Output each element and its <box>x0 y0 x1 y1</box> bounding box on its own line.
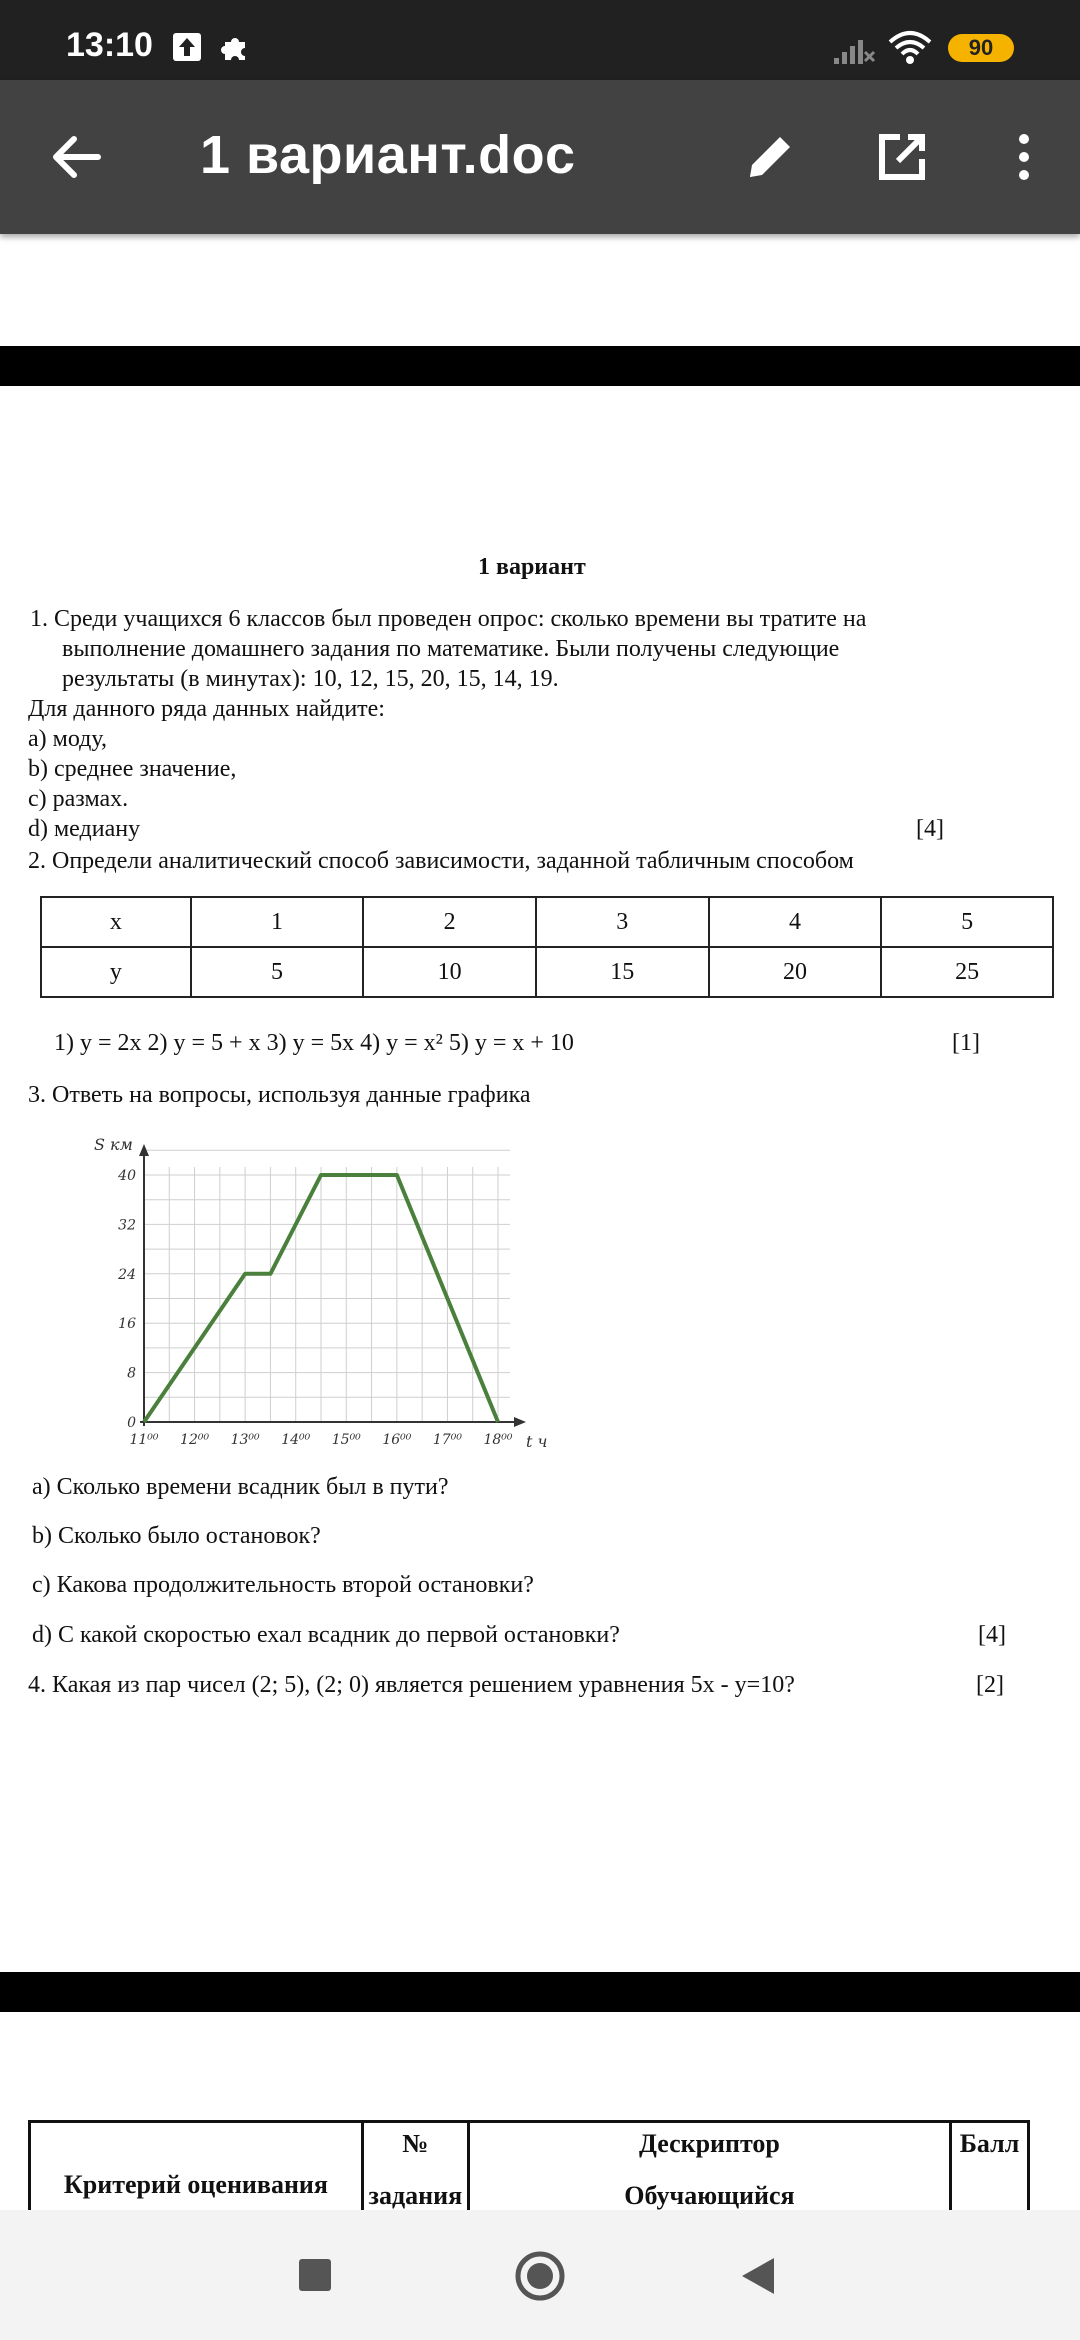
status-bar <box>0 0 1080 80</box>
criteria-descriptor-label: Дескриптор <box>639 2129 780 2158</box>
criteria-header-score: Балл <box>951 2122 1029 2242</box>
criteria-header-criterion: Критерий оценивания <box>30 2122 363 2242</box>
document-title: 1 вариант.doc <box>200 125 576 185</box>
x-tick-label: 14⁰⁰ <box>281 1432 311 1448</box>
x-tick-label: 16⁰⁰ <box>382 1432 412 1448</box>
x-tick-label: 18⁰⁰ <box>483 1432 513 1448</box>
y-tick-label: 40 <box>118 1168 136 1184</box>
q4-score: [2] <box>976 1672 1004 1698</box>
chart-ticks <box>117 1168 513 1448</box>
table-cell: 3 <box>536 897 709 947</box>
q2-text: 2. Определи аналитический способ зависимости, заданной табличным способом <box>28 848 854 874</box>
chart-axes <box>139 1144 526 1427</box>
app-bar <box>0 80 1080 234</box>
q1-option-a: а) моду, <box>28 726 107 752</box>
battery-indicator: 90 <box>948 34 1014 62</box>
x-tick-label: 15⁰⁰ <box>331 1432 361 1448</box>
y-axis-label: S км <box>94 1135 133 1154</box>
q3-question-c: с) Какова продолжительность второй остановки? <box>32 1572 534 1598</box>
q3-question-d: d) С какой скоростью ехал всадник до первой остановки? <box>32 1622 620 1648</box>
q2-score: [1] <box>952 1030 980 1056</box>
q2-options: 1) y = 2x 2) y = 5 + x 3) y = 5x 4) y = x² 5) y = x + 10 <box>54 1030 574 1056</box>
criteria-student-label: Обучающийся <box>624 2181 795 2210</box>
x-tick-label: 13⁰⁰ <box>230 1432 260 1448</box>
table-cell: 20 <box>709 947 882 997</box>
table-cell: 1 <box>191 897 364 947</box>
page-separator <box>0 346 1080 386</box>
q3-score: [4] <box>978 1622 1006 1648</box>
criteria-number-symbol: № <box>402 2129 429 2158</box>
distance-time-chart <box>80 1122 570 1462</box>
table-row <box>41 897 1053 947</box>
x-tick-label: 17⁰⁰ <box>432 1432 462 1448</box>
table-row <box>41 947 1053 997</box>
q3-text: 3. Ответь на вопросы, используя данные графика <box>28 1082 531 1108</box>
recents-square-icon[interactable] <box>298 2258 332 2292</box>
q2-table <box>40 896 1054 998</box>
home-circle-icon[interactable] <box>514 2250 566 2302</box>
q1-score: [4] <box>916 816 944 842</box>
q4-text: 4. Какая из пар чисел (2; 5), (2; 0) является решением уравнения 5х - у=10? <box>28 1672 795 1698</box>
q1-line2: выполнение домашнего задания по математике. Были получены следующие <box>62 636 840 662</box>
y-tick-label: 16 <box>118 1316 136 1333</box>
x-tick-label: 12⁰⁰ <box>180 1432 210 1448</box>
open-external-icon[interactable] <box>870 125 934 189</box>
wifi-icon <box>888 30 932 66</box>
y-tick-label: 8 <box>127 1365 136 1382</box>
q1-line4: Для данного ряда данных найдите: <box>28 696 385 722</box>
q1-option-c: с) размах. <box>28 786 129 812</box>
table-cell: 10 <box>363 947 536 997</box>
y-tick-label: 32 <box>118 1217 136 1234</box>
navigation-bar <box>0 2210 1080 2340</box>
x-axis-arrow <box>514 1417 526 1427</box>
table-cell: 2 <box>363 897 536 947</box>
upload-icon <box>172 32 202 62</box>
table-cell: 15 <box>536 947 709 997</box>
table-cell: x <box>41 897 191 947</box>
table-cell: 5 <box>881 897 1053 947</box>
q1-line3: результаты (в минутах): 10, 12, 15, 20, 15, 14, 19. <box>62 666 559 692</box>
page-separator <box>0 1972 1080 2012</box>
status-time: 13:10 <box>66 26 153 64</box>
doc-heading: 1 вариант <box>478 554 586 580</box>
signal-icon <box>832 36 876 66</box>
back-triangle-icon[interactable] <box>740 2256 776 2296</box>
table-cell: 4 <box>709 897 882 947</box>
x-tick-label: 11⁰⁰ <box>129 1432 159 1448</box>
table-cell: 5 <box>191 947 364 997</box>
q1-option-d: d) медиану <box>28 816 141 842</box>
table-cell: 25 <box>881 947 1053 997</box>
q3-question-a: а) Сколько времени всадник был в пути? <box>32 1474 449 1500</box>
puzzle-icon <box>220 32 250 62</box>
q1-line1: 1. Среди учащихся 6 классов был проведен опрос: сколько времени вы тратите на <box>30 606 867 632</box>
y-tick-label: 0 <box>127 1415 136 1431</box>
edit-pencil-icon[interactable] <box>738 125 802 189</box>
table-cell: y <box>41 947 191 997</box>
q1-option-b: b) среднее значение, <box>28 756 237 782</box>
more-options-icon[interactable] <box>992 125 1056 189</box>
y-tick-label: 24 <box>118 1266 136 1283</box>
back-arrow-icon[interactable] <box>44 125 108 189</box>
chart-grid <box>144 1150 510 1422</box>
criteria-number-label: задания <box>368 2181 463 2210</box>
q3-question-b: b) Сколько было остановок? <box>32 1523 321 1549</box>
x-axis-label: t ч <box>526 1432 548 1451</box>
